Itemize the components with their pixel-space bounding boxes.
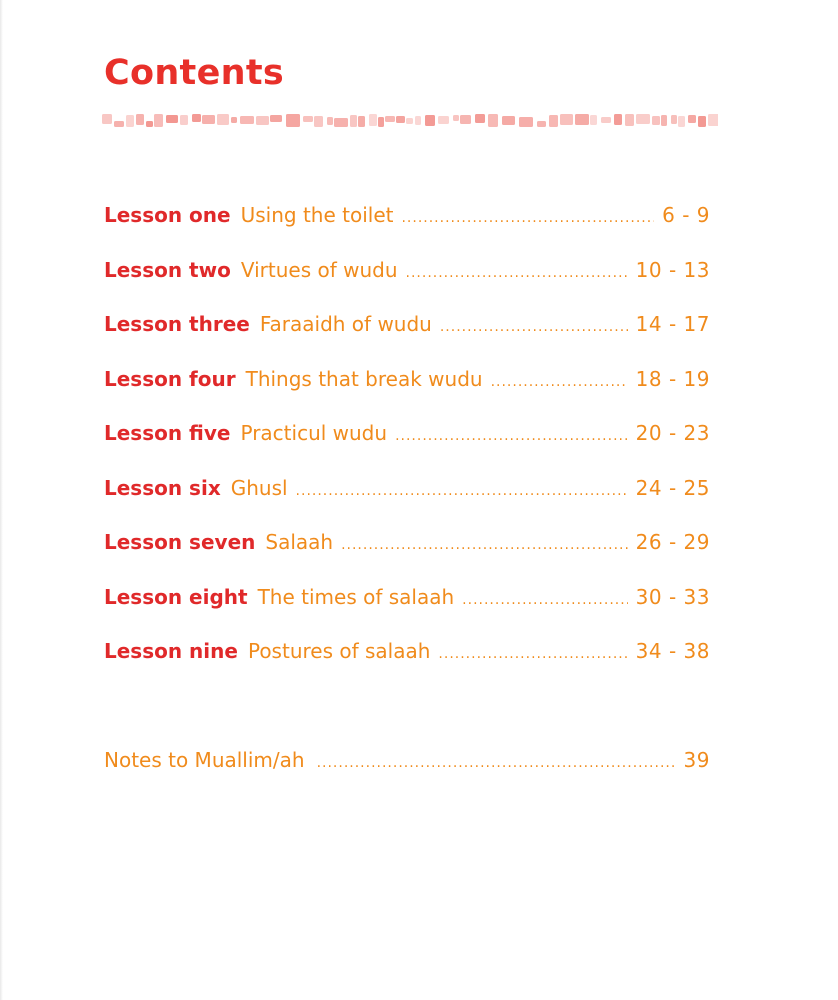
dot-leader: [296, 476, 628, 506]
divider-fleck: [369, 114, 377, 126]
divider-fleck: [350, 115, 357, 127]
dot-leader: [462, 585, 627, 615]
toc-entry-lesson-three[interactable]: [104, 309, 710, 364]
page-range: 34 - 38: [635, 639, 710, 663]
lesson-title: Postures of salaah: [247, 639, 431, 663]
page-range: 24 - 25: [635, 475, 710, 500]
page-edge: [0, 0, 3, 1000]
divider-fleck: [475, 114, 485, 123]
page-range: 10 - 13: [635, 257, 710, 282]
divider-fleck: [126, 115, 134, 127]
toc-entry-lesson-one[interactable]: [104, 200, 710, 255]
divider-fleck: [192, 114, 201, 122]
toc-entry-lesson-four[interactable]: [104, 364, 710, 419]
toc-entry-lesson-eight[interactable]: [104, 582, 710, 637]
divider-fleck: [601, 117, 611, 123]
divider-fleck: [453, 115, 459, 121]
lesson-title: Using the toilet: [240, 203, 394, 227]
lesson-title: The times of salaah: [257, 584, 455, 609]
divider-fleck: [415, 116, 421, 125]
divider-fleck: [708, 114, 718, 126]
lesson-label: Lesson three: [104, 312, 250, 336]
toc-entry-lesson-nine[interactable]: [104, 636, 710, 691]
lesson-label: Lesson five: [104, 421, 231, 445]
lesson-title: Virtues of wudu: [240, 257, 398, 282]
divider-fleck: [334, 118, 348, 127]
dot-leader: [317, 748, 676, 778]
lesson-label: Lesson seven: [104, 530, 256, 554]
divider-fleck: [560, 114, 573, 125]
divider-fleck: [698, 116, 706, 127]
notes-page: 39: [683, 748, 710, 772]
divider-fleck: [286, 114, 300, 127]
page-title: Contents: [104, 53, 284, 93]
divider-fleck: [590, 115, 597, 125]
page-range: 26 - 29: [635, 530, 710, 554]
divider-fleck: [114, 121, 124, 127]
dot-leader: [491, 367, 628, 397]
divider-fleck: [502, 116, 515, 125]
page-range: 20 - 23: [635, 421, 710, 445]
divider-fleck: [652, 116, 660, 125]
divider-fleck: [102, 114, 112, 124]
lesson-title: Ghusl: [230, 475, 288, 500]
page-range: 18 - 19: [635, 366, 710, 391]
lesson-label: Lesson six: [104, 475, 221, 500]
toc-entry-lesson-six[interactable]: [104, 473, 710, 528]
page-range: 14 - 17: [635, 312, 710, 336]
divider-fleck: [396, 116, 405, 123]
dot-leader: [341, 530, 628, 560]
divider-fleck: [636, 114, 650, 124]
divider-fleck: [575, 114, 589, 125]
lesson-label: Lesson eight: [104, 584, 248, 609]
divider-fleck: [202, 115, 215, 124]
divider-fleck: [358, 116, 365, 127]
divider-fleck: [519, 117, 533, 127]
divider-fleck: [406, 118, 413, 124]
notes-title: Notes to Muallim/ah: [104, 748, 305, 772]
divider-fleck: [488, 114, 498, 127]
decorative-divider: [102, 110, 718, 130]
lesson-label: Lesson four: [104, 366, 236, 391]
lesson-title: Faraaidh of wudu: [259, 312, 432, 336]
dot-leader: [440, 312, 628, 342]
dot-leader: [401, 203, 654, 233]
divider-fleck: [549, 115, 558, 127]
lesson-label: Lesson nine: [104, 639, 238, 663]
lesson-title: Practicul wudu: [240, 421, 388, 445]
toc-entry-notes[interactable]: [104, 745, 710, 778]
divider-fleck: [327, 117, 333, 125]
divider-fleck: [256, 116, 269, 125]
lesson-title: Things that break wudu: [245, 366, 483, 391]
page-range: 6 - 9: [662, 203, 710, 227]
divider-fleck: [136, 114, 144, 125]
divider-fleck: [614, 114, 622, 125]
divider-fleck: [385, 116, 395, 122]
toc-entry-lesson-seven[interactable]: [104, 527, 710, 582]
divider-fleck: [314, 116, 323, 127]
divider-fleck: [146, 121, 153, 127]
divider-fleck: [460, 115, 471, 124]
toc-entry-lesson-two[interactable]: [104, 255, 710, 310]
toc-entry-lesson-five[interactable]: [104, 418, 710, 473]
divider-fleck: [537, 121, 546, 127]
divider-fleck: [678, 116, 685, 127]
divider-fleck: [661, 115, 667, 126]
page-range: 30 - 33: [635, 584, 710, 609]
divider-fleck: [425, 115, 435, 126]
divider-fleck: [217, 114, 229, 125]
divider-fleck: [671, 115, 677, 124]
table-of-contents: [104, 200, 710, 691]
divider-fleck: [180, 115, 188, 125]
divider-fleck: [231, 117, 237, 123]
divider-fleck: [166, 115, 178, 123]
lesson-title: Salaah: [265, 530, 334, 554]
lesson-label: Lesson two: [104, 257, 231, 282]
divider-fleck: [303, 116, 313, 122]
divider-fleck: [625, 114, 634, 126]
divider-fleck: [438, 116, 449, 124]
dot-leader: [395, 421, 628, 451]
divider-fleck: [688, 115, 696, 123]
dot-leader: [438, 639, 627, 669]
dot-leader: [406, 258, 628, 288]
divider-fleck: [240, 116, 254, 124]
divider-fleck: [378, 117, 384, 127]
lesson-label: Lesson one: [104, 203, 231, 227]
divider-fleck: [154, 114, 163, 127]
divider-fleck: [270, 115, 282, 122]
